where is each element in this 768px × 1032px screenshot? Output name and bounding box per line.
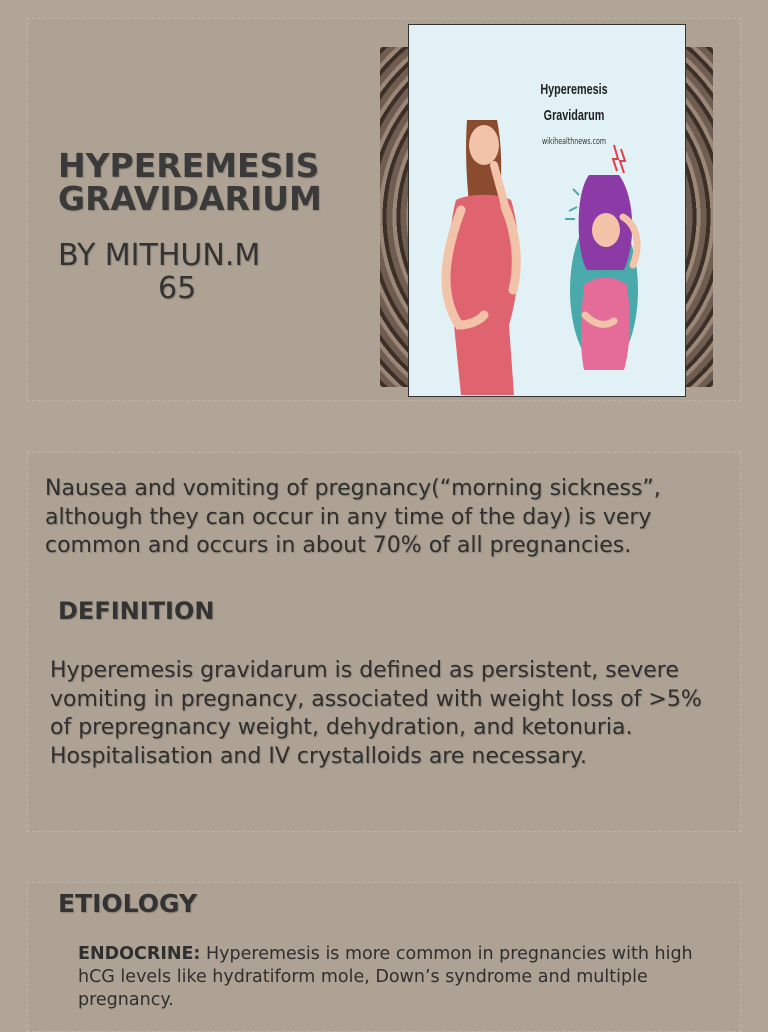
poster-site: wikihealthnews.com: [541, 137, 607, 147]
nauseous-woman-illustration: [409, 25, 685, 396]
poster-illustration: [408, 24, 686, 397]
etiology-item-text: Hyperemesis is more common in pregnancies with high hCG levels like hydratiform mole, Down’s syndrome and multiple pregnancy.: [78, 944, 693, 1010]
presentation-title: [58, 146, 322, 218]
etiology-item-label: ENDOCRINE:: [78, 944, 201, 964]
poster-title-line-1: Hyperemesis: [540, 81, 608, 98]
title-slide: [27, 18, 741, 401]
title-line-2: GRAVIDARIUM: [58, 179, 322, 218]
definition-slide: [27, 452, 741, 832]
definition-heading: DEFINITION: [58, 597, 215, 625]
etiology-heading: ETIOLOGY: [58, 889, 198, 918]
etiology-slide: [27, 882, 741, 1032]
definition-paragraph: Hyperemesis gravidarum is defined as persistent, severe vomiting in pregnancy, associated with weight loss of >5% of prepregnancy weight, dehydration, and ketonuria. Hospitalisation and IV crystalloids are necessary.: [50, 658, 702, 769]
roll-number: 65: [158, 271, 197, 306]
title-line-1: HYPEREMESIS: [58, 146, 320, 185]
etiology-item: [78, 943, 718, 1012]
author-name: BY MITHUN.M: [58, 238, 261, 273]
poster-title-line-2: Gravidarum: [543, 107, 605, 124]
intro-paragraph: Nausea and vomiting of pregnancy(“morning sickness”, although they can occur in any time of the day) is very common and occurs in about 70% of all pregnancies.: [45, 476, 661, 558]
